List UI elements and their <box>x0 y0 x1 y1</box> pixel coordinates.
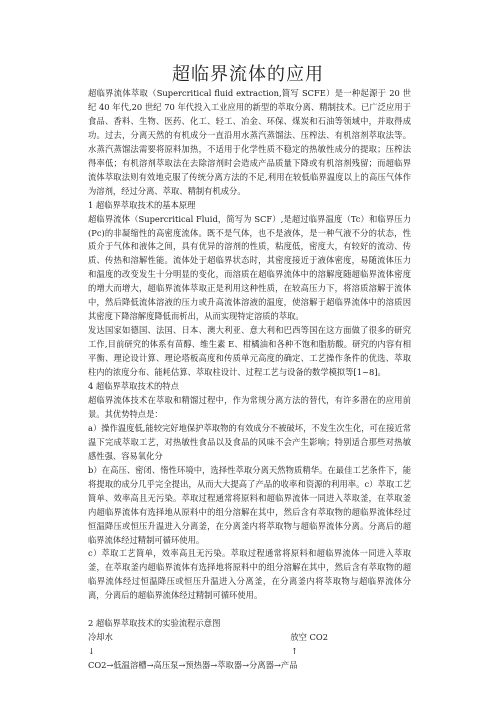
flow-vent-co2-label: 放空 CO2 <box>290 632 328 643</box>
paragraph-research: 发达国家如德国、法国、日本、澳大利亚、意大利和巴西等国在这方面做了很多的研究工作,目前研究的体系有苗醇、维生素 E、柑橘油和各种不饱和脂肪酸。研究的内容有相平衡、理论设计算、理论塔板高度和传质单元高度的确定、工艺操作条件的优选、萃取柱内的浓度分布、能耗估算、萃取柱设计、过程工艺与设备的数学模拟等[1~8]。 <box>88 325 411 378</box>
arrow-up-icon: ↑ <box>291 646 298 657</box>
arrow-down-icon: ↓ <box>88 646 95 657</box>
flow-top-labels <box>88 631 328 645</box>
paragraph-features-intro: 超临界流体技术在萃取和精馏过程中，作为常规分离方法的替代，有许多潜在的应用前景。其优势特点是： <box>88 394 411 419</box>
section-heading-principle: 1 超临界萃取技术的基本原理 <box>88 199 196 210</box>
paragraph-feature-c: c）萃取工艺简单，效率高且无污染。萃取过程通常将原料和超临界流体一同进入萃取釜，在萃取釜内超临界流体有选择地将原料中的组分溶解在其中，然后含有萃取物的超临界流体经过恒温降压或恒压升温进入分离釜，在分离釜内将萃取物与超临界流体分离，分离后的超临界流体经过精制可循环使用。 <box>88 548 411 601</box>
paragraph-feature-a: a）操作温度低,能较完好地保护萃取物的有效成分不被破坏，不发生次生化，可在接近常温下完成萃取工艺，对热敏性食品以及食品的风味不会产生影响；特别适合那些对热敏感性强、容易氧化分 <box>88 422 411 461</box>
page-title: 超临界流体的应用 <box>172 64 324 85</box>
flow-main-line: CO2→低温溶槽→高压泵→预热器→萃取器→分离器→产品 <box>88 660 298 671</box>
section-heading-features: 4 超临界萃取技术的特点 <box>88 381 179 392</box>
document-body <box>88 87 411 673</box>
paragraph-principle: 超临界流体（Supercritical Fluid，简写为 SCF）,是超过临界温度（Tc）和临界压力(Pc)的非凝缩性的高密度流体。既不是气体，也不是液体，是一种气液不分的状态，性质介于气体和液体之间，具有优异的溶剂的性质，粘度低，密度大，有较好的流动、传质、传热和溶解性能。流体处于超临界状态时，其密度接近于液体密度，易随流体压力和温度的改变发生十分明显的变化，而溶质在超临界流体中的溶解度随超临界流体密度的增大而增大，超临界流体萃取正是利用这种性质，在较高压力下，将溶质溶解于流体中，然后降低流体溶液的压力或升高流体溶液的温度，使溶解于超临界流体中的溶质因其密度下降溶解度降低而析出，从而实现特定溶质的萃取。 <box>88 213 411 322</box>
flow-diagram <box>88 617 411 673</box>
paragraph-feature-b: b）在高压、密闭、惰性环境中，选择性萃取分离天然物质精华。在最佳工艺条件下，能将提取的成分几乎完全提出，从而大大提高了产品的收率和资源的利用率。c）萃取工艺简单、效率高且无污染。萃取过程通常将原料和超临界流体一同进入萃取釜，在萃取釜内超临界流体有选择地从原料中的组分溶解在其中，然后含有萃取物的超临界流体经过恒温降压或恒压升温进入分离釜，在分离釜内将萃取物与超临界流体分离。分离后的超临界流体经过精制可循环使用。 <box>88 464 411 545</box>
flow-arrows <box>88 645 298 659</box>
paragraph-intro: 超临界流体萃取（Supercritical fluid extraction,简写 SCFE）是一种起源于 20 世纪 40 年代,20 世纪 70 年代投入工业应用的新型的萃取分离、精制技术。已广泛应用于食品、香料、生物、医药、化工、轻工、冶金、环保、煤炭和石油等领域中，并取得成功。过去，分离天然的有机成分一直沿用水蒸汽蒸馏法、压榨法、有机溶剂萃取法等。水蒸汽蒸馏法需要将原料加热，不适用于化学性质不稳定的热敏性成分的提取；压榨法得率低；有机溶剂萃取法在去除溶剂时会造成产品质量下降或有机溶剂残留；而超临界流体萃取法则有效地克服了传统分离方法的不足,利用在较低临界温度以上的高压气体作为溶剂，经过分离、萃取、精制有机成分。 <box>88 88 411 196</box>
flow-cooling-water-label: 冷却水 <box>88 632 113 643</box>
flow-heading: 2 超临界萃取技术的实验流程示意图 <box>88 618 221 629</box>
